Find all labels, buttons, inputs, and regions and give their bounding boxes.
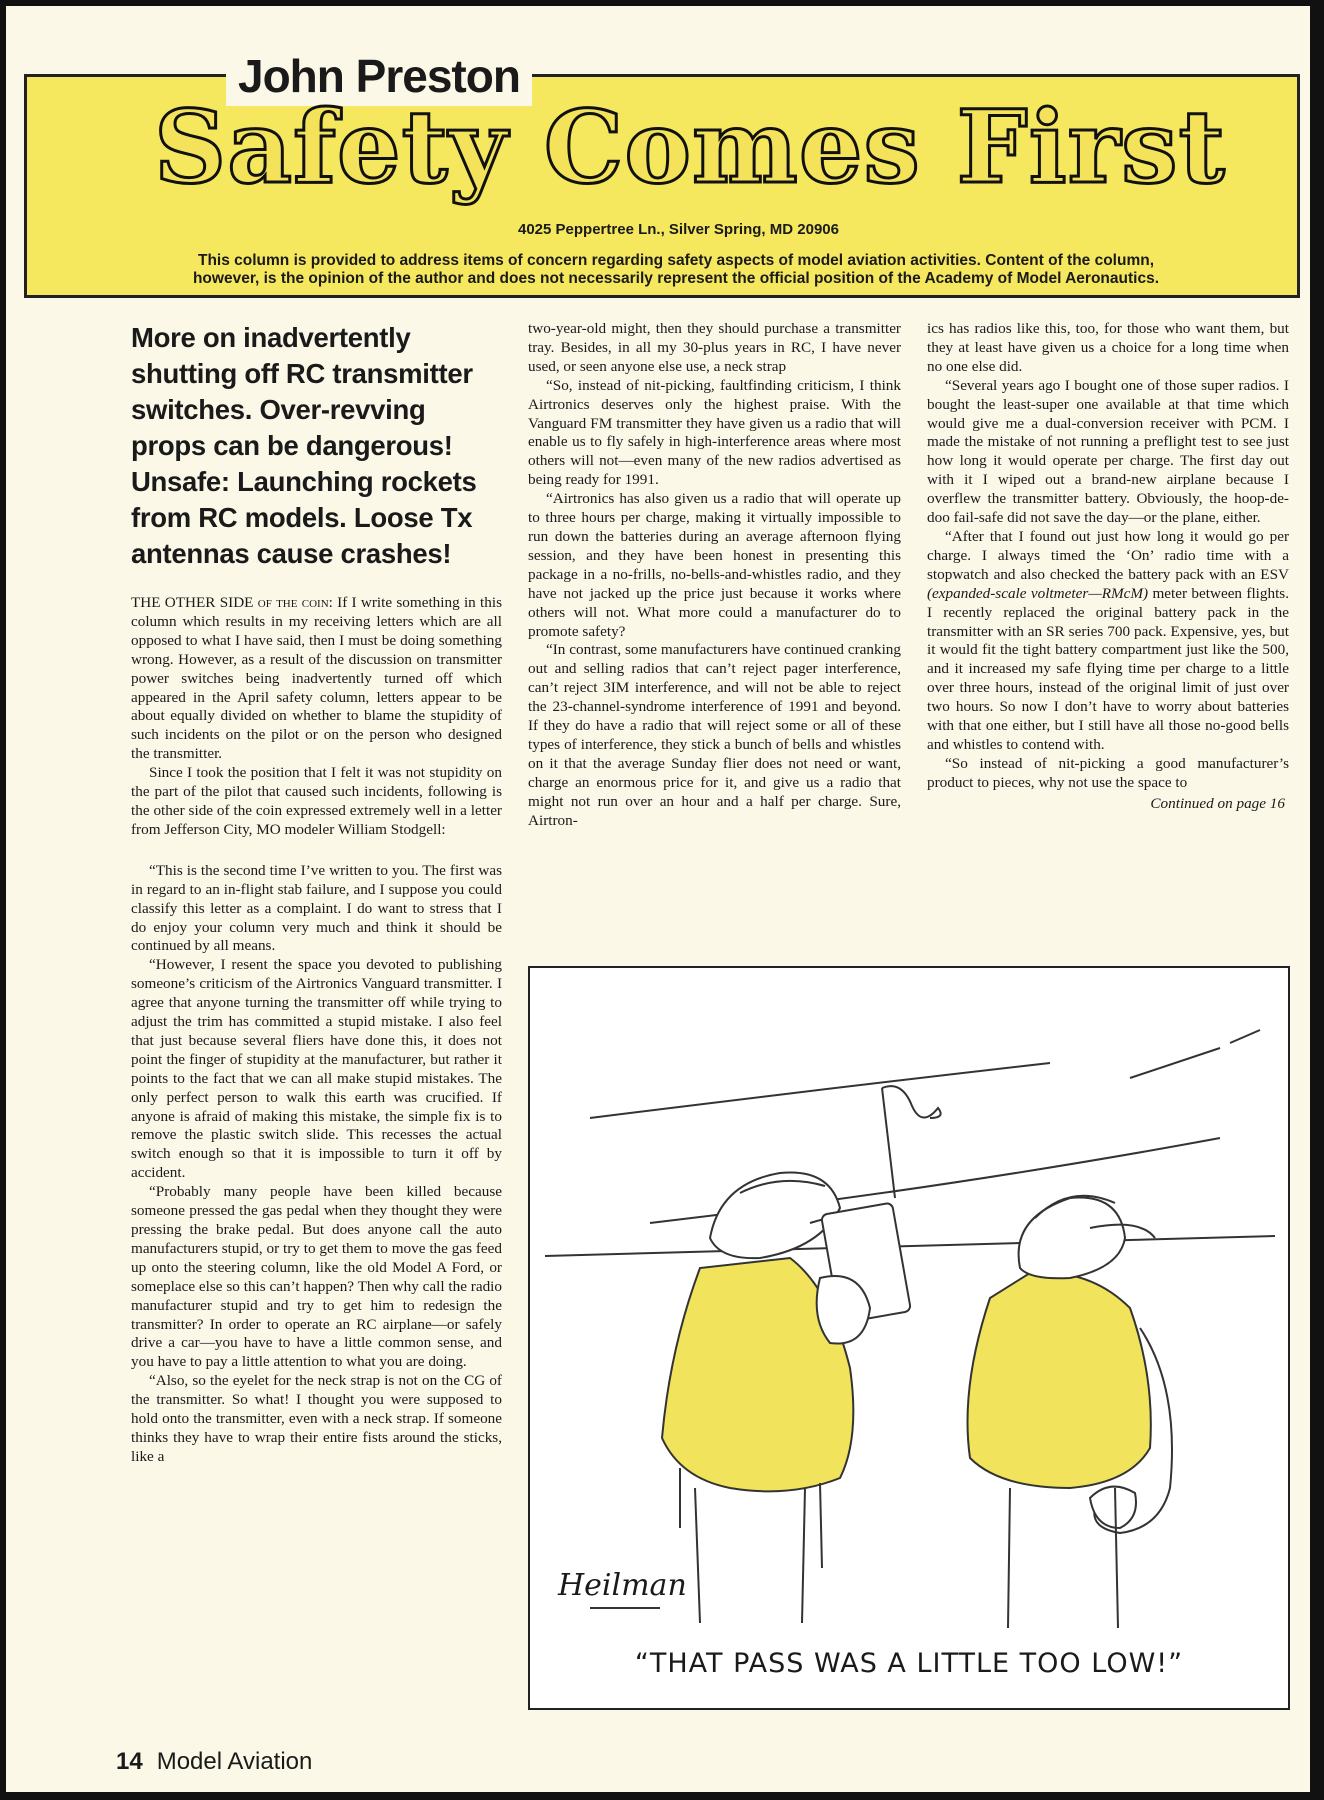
cartoon-illustration: [528, 966, 1290, 1710]
article-column-1: [131, 320, 502, 1467]
letter-paragraph: “In contrast, some manufacturers have continued cranking out and selling radios that can’t reject pager interference, can’t reject 3IM interference, and will not be able to reject the 23-channel-syndrome interference of 1991 and beyond. If they do have a radio that will reject some or all of these types of interference, they stick a bunch of bells and whistles on it that the average Sunday flier does not need or want, charge an enormous price for it, and give us a radio that might not run over an hour and a half per charge. Sure, Airtron-: [528, 641, 901, 829]
page-footer: [116, 1748, 312, 1776]
paragraph: Since I took the position that I felt it was not stupidity on the part of the pilot that caused such incidents, following is the other side of the coin expressed extremely well in a letter from Jefferson City, MO modeler William Stodgell:: [131, 764, 502, 838]
letter-paragraph: “Also, so the eyelet for the neck strap is not on the CG of the transmitter. So what! I thought you were supposed to hold onto the transmitter, even with a neck strap. If someone thinks they have to wrap their entire fists around the sticks, like a: [131, 1372, 502, 1465]
continued-link[interactable]: Continued on page 16: [1150, 794, 1285, 812]
leg: [802, 1488, 805, 1623]
letter-paragraph: “So, instead of nit-picking, faultfinding criticism, I think Airtronics deserves only the highest praise. With the Vanguard FM transmitter they have given us a radio that will enable us to fly safely in high-interference areas where most others will not—even many of the new radios advertised as being ready for 1991.: [528, 376, 901, 489]
letter-paragraph: “Airtronics has also given us a radio that will operate up to three hours per charge, making it virtually impossible to run down the batteries during an average afternoon flying session, and they have been honest in presenting this package in a no-frills, no-bells-and-whistles radio, and they have not jacked up the price just because it works where others will not. What more could a manufacturer do to promote safety?: [528, 490, 901, 640]
letter-paragraph: “So instead of nit-picking a good manufacturer’s product to pieces, why not use the space to: [927, 754, 1289, 791]
article-column-3: [927, 320, 1289, 814]
article-column-2: [528, 320, 901, 830]
paragraph-text: meter between flights. I recently replaced the original battery pack in the transmitter with an SR series 700 pack. Expensive, yes, but it would fit the tight battery compartment just like the 500, and it increased my safe flying time per charge to a little over three hours, instead of the original limit of just over two hours. So now I don’t have to worry about batteries with that one either, but I still have all those no-good bells and whistles to contend with.: [927, 584, 1290, 753]
letter-paragraph: ics has radios like this, too, for those who want them, but they at least have given us a choice for a long time when no one else did.: [927, 320, 1289, 375]
disclaimer-line-2: however, is the opinion of the author and does not necessarily represent the official position of the Academy of Model Aeronautics.: [192, 270, 1160, 287]
horizon-line: [545, 1236, 1275, 1256]
speed-line: [1230, 1030, 1260, 1043]
paragraph: [131, 594, 502, 764]
cartoon-caption: “THAT PASS WAS A LITTLE TOO LOW!”: [634, 1648, 1184, 1679]
letter-paragraph: [927, 528, 1289, 755]
leg: [1008, 1488, 1010, 1628]
letter-paragraph: “Probably many people have been killed because someone pressed the gas pedal when they thought they were pressing the brake pedal. But does anyone call the auto manufacturers stupid, or try to get them to move the gas feed up onto the steering column, like the old Model A Ford, or someplace else so this can’t happen? Then why call the radio manufacturer stupid and try to get him to redesign the transmitter? In order to operate an RC airplane—or safely drive a car—you have to have a little common sense, and you have to pay a little attention to what you are doing.: [131, 1183, 502, 1371]
speed-line: [590, 1063, 1050, 1118]
disclaimer-line-1: This column is provided to address items of concern regarding safety aspects of model aviation activities. Content of the column,: [197, 252, 1155, 269]
column-disclaimer: [76, 252, 1276, 288]
artist-signature: Heilman: [558, 1568, 687, 1603]
paragraph-text: “After that I found out just how long it would go per charge. I always timed the ‘On’ radio time with a stopwatch and also checked the battery pack with an ESV: [927, 527, 1289, 583]
magazine-page: [6, 6, 1310, 1792]
author-name: John Preston: [226, 46, 532, 106]
antenna-icon: [882, 1088, 895, 1198]
letter-paragraph: “Several years ago I bought one of those super radios. I bought the least-super one available at that time which would give me a dual-conversion receiver with PCM. I made the mistake of not running a preflight test to see just how long it would operate per charge. The first day out with it I wiped out a brand-new airplane because I overflew the transmitter battery. Obviously, the hoop-de-doo fail-safe did not save the day—or the plane, either.: [927, 376, 1289, 527]
letter-paragraph: “However, I resent the space you devoted to publishing someone’s criticism of the Airtronics Vanguard transmitter. I agree that anyone turning the transmitter off while trying to adjust the trim has committed a stupid mistake. I also feel that just because several fliers have done this, it does not point the finger of stupidity at the manufacturer, but rather it points to the fact that we can all make stupid mistakes. The only perfect person to walk this earth was crucified. If anyone is afraid of making this mistake, the simple fix is to remove the plastic switch slide. This recesses the actual switch enough so that it is impossible to turn it off by accident.: [131, 956, 502, 1182]
magazine-name: Model Aviation: [156, 1748, 313, 1775]
page-number: 14: [116, 1748, 143, 1775]
head: [1019, 1198, 1125, 1279]
column-title: Safety Comes First: [154, 88, 1226, 206]
author-address: 4025 Peppertree Ln., Silver Spring, MD 20906: [518, 221, 839, 238]
paragraph-text: If I write something in this column which results in my receiving letters which are all opposed to what I have said, then I must be doing something wrong. However, as a result of the discussion on transmitter power switches being inadvertently turned off which appeared in the April safety column, letters appear to be about equally divided on whether to blame the stupidity of such incidents on the pilot or on the person who designed the transmitter.: [131, 594, 502, 763]
editor-note: (expanded-scale voltmeter—RMcM): [927, 584, 1149, 602]
article-headline: More on inadvertently shutting off RC transmitter switches. Over-revving props can be dangerous! Unsafe: Launching rockets from RC models. Loose Tx antennas cause crashes!: [131, 322, 477, 569]
letter-paragraph: two-year-old might, then they should purchase a transmitter tray. Besides, in all my 30-plus years in RC, I have never used, or seen anyone else use, a neck strap: [528, 320, 901, 375]
modeler-left-figure: [662, 1172, 911, 1623]
modeler-right-figure: [968, 1196, 1173, 1628]
antenna-flag: [882, 1086, 941, 1118]
lead-in: THE OTHER SIDE of the coin:: [131, 594, 333, 611]
leg: [695, 1488, 700, 1623]
speed-line: [1130, 1048, 1220, 1078]
letter-paragraph: “This is the second time I’ve written to you. The first was in regard to an in-flight stab failure, and I suppose you could classify this letter as a complaint. I do want to stress that I do enjoy your column very much and think it should be continued by all means.: [131, 861, 502, 955]
yellow-shirt: [968, 1272, 1151, 1488]
